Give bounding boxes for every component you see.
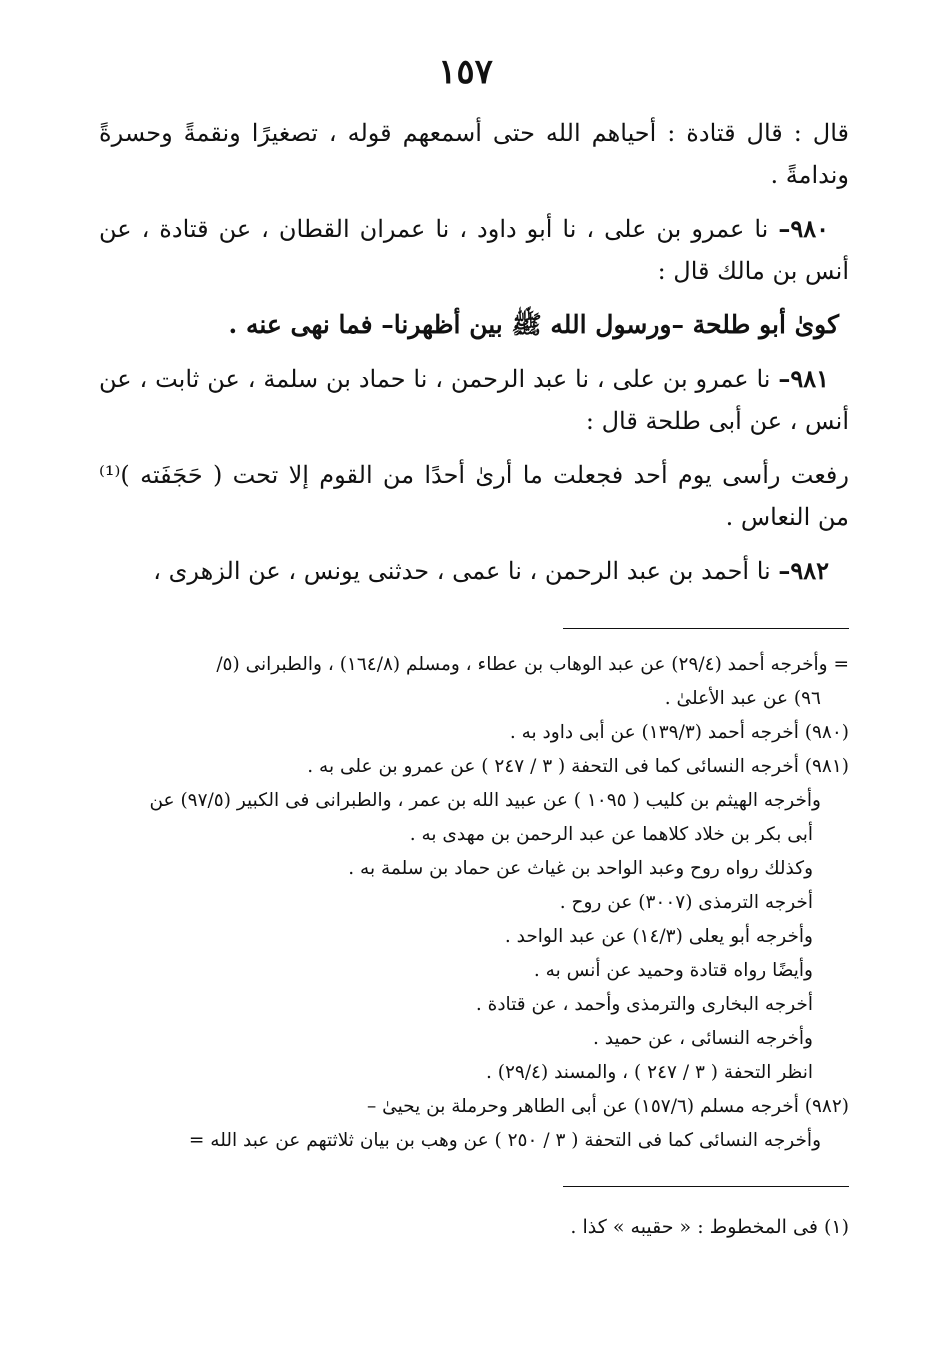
hadith-text [99, 454, 849, 538]
footnote-line: وأخرجه أبو يعلى (١٤/٣) عن عبد الواحد . [504, 926, 813, 947]
notes-divider [563, 1186, 849, 1187]
footnote-line: (٩٨٢) أخرجه مسلم (١٥٧/٦) عن أبى الطاهر وحرملة بن يحيىٰ – [367, 1096, 849, 1117]
footnote-line: أخرجه البخارى والترمذى وأحمد ، عن قتادة . [475, 994, 813, 1015]
paragraph-text: نا عمرو بن على ، نا أبو داود ، نا عمران القطان ، عن قتادة ، عن أنس بن مالك قال : [99, 215, 849, 285]
note-line: (١) فى المخطوط : « حقيبه » كذا . [570, 1216, 849, 1238]
footnote-divider [563, 628, 849, 629]
paragraph-text: نا عمرو بن على ، نا عبد الرحمن ، نا حماد بن سلمة ، عن ثابت ، عن أنس ، عن أبى طلحة قال : [99, 365, 849, 435]
main-text [99, 112, 849, 604]
hadith-number: ٩٨٢– [778, 556, 829, 585]
paragraph-text: كوىٰ أبو طلحة –ورسول الله ﷺ بين أظهرنا– فما نهى عنه . [228, 310, 839, 339]
footnote-line: أخرجه الترمذى (٣٠٠٧) عن روح . [559, 892, 813, 913]
paragraph [99, 112, 849, 196]
hadith-paragraph [99, 208, 849, 292]
footnote-line: وكذلك رواه روح وعبد الواحد بن غياث عن حماد بن سلمة به . [348, 858, 813, 879]
footnote-line: (٩٨١) أخرجه النسائى كما فى التحفة ( ٣ / ٢٤٧ ) عن عمرو بن على به . [307, 756, 849, 777]
footnote-line: = وأخرجه أحمد (٢٩/٤) عن عبد الوهاب بن عطاء ، ومسلم (١٦٤/٨) ، والطبرانى (٥/ [216, 654, 849, 675]
hadith-number: ٩٨٠– [778, 214, 829, 243]
footnote-line: وأخرجه الهيثم بن كليب ( ١٠٩٥ ) عن عبيد الله بن عمر ، والطبرانى فى الكبير (٩٧/٥) عن [149, 790, 821, 811]
footnote-line: وأخرجه النسائى كما فى التحفة ( ٣ / ٢٥٠ ) عن وهب بن بيان ثلاثتهم عن عبد الله = [188, 1130, 821, 1151]
footnote-line: انظر التحفة ( ٣ / ٢٤٧ ) ، والمسند (٢٩/٤) . [485, 1062, 813, 1083]
footnote-line: وأخرجه النسائى ، عن حميد . [593, 1028, 813, 1049]
footnote-line: ٩٦) عن عبد الأعلىٰ . [664, 688, 821, 709]
footnote-line: وأيضًا رواه قتادة وحميد عن أنس به . [533, 960, 813, 981]
paragraph-text: رفعت رأسى يوم أحد فجعلت ما أرىٰ أحدًا من القوم إلا تحت ( حَجَفَته )⁽¹⁾ من النعاس . [99, 461, 849, 531]
page-number: ١٥٧ [438, 52, 493, 92]
paragraph-text: نا أحمد بن عبد الرحمن ، نا عمى ، حدثنى يونس ، عن الزهرى ، [153, 557, 779, 585]
hadith-text [99, 304, 849, 346]
footnotes [99, 648, 849, 1158]
footnote-line: (٩٨٠) أخرجه أحمد (١٣٩/٣) عن أبى داود به . [509, 722, 849, 743]
paragraph-text: قال : قال قتادة : أحياهم الله حتى أسمعهم قوله ، تصغيرًا ونقمةً وحسرةً وندامةً . [99, 119, 849, 189]
hadith-paragraph [99, 550, 849, 592]
hadith-number: ٩٨١– [778, 364, 830, 393]
hadith-paragraph [99, 358, 849, 442]
manuscript-notes [99, 1210, 849, 1244]
footnote-line: أبى بكر بن خلاد كلاهما عن عبد الرحمن بن مهدى به . [409, 824, 813, 845]
